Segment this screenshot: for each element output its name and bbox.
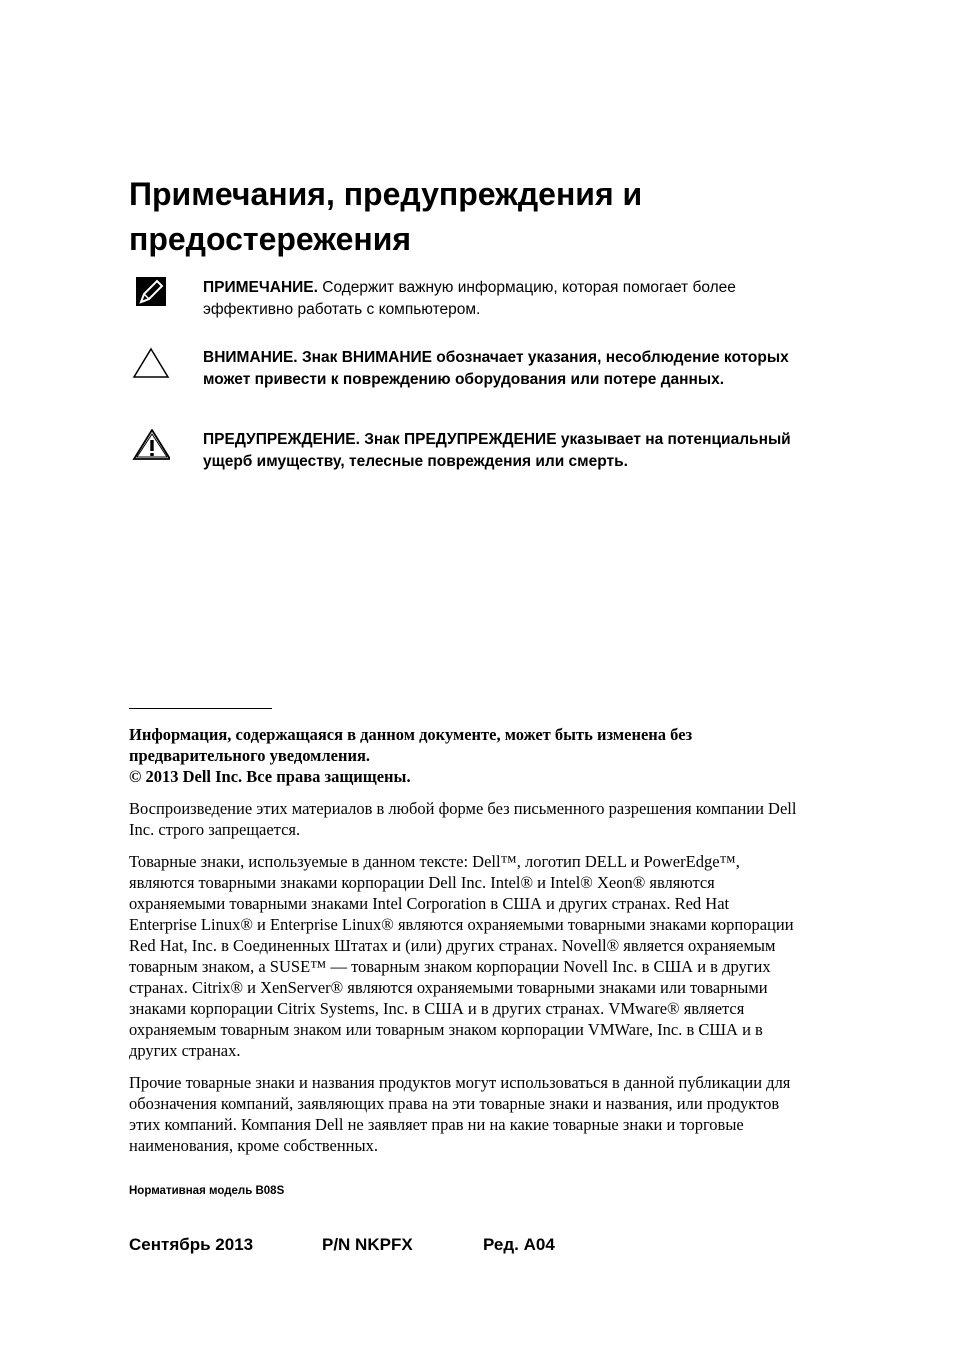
- warning-exclamation-icon: [130, 429, 170, 463]
- other-trademarks-notice: Прочие товарные знаки и названия продуктов могут использоваться в данной публикации для обозначения компаний, заявляющих права на эти товарные знаки и названия, или продуктов этих компаний. Компания Dell не заявляет прав ни на какие товарные знаки и торговые наименования, кроме собственных.: [129, 1073, 791, 1155]
- warning-body: Знак ПРЕДУПРЕЖДЕНИЕ указывает на потенциальный ущерб имуществу, телесные повреждения или смерть.: [203, 431, 791, 470]
- caution-label: ВНИМАНИЕ.: [203, 349, 298, 366]
- warning-label: ПРЕДУПРЕЖДЕНИЕ.: [203, 431, 360, 448]
- footer-date: Сентябрь 2013: [129, 1235, 254, 1254]
- footer-revision: Ред. A04: [483, 1235, 555, 1254]
- reproduction-notice: Воспроизведение этих материалов в любой форме без письменного разрешения компании Dell Inc. строго запрещается.: [129, 799, 797, 839]
- divider: [129, 708, 272, 709]
- copyright: © 2013 Dell Inc. Все права защищены.: [129, 767, 411, 786]
- caution-triangle-icon: [130, 347, 170, 381]
- regulatory-model: Нормативная модель B08S: [129, 1185, 285, 1197]
- note-label: ПРИМЕЧАНИЕ.: [203, 279, 318, 296]
- note-pencil-icon: [130, 277, 170, 311]
- footer-part-number: P/N NKPFX: [322, 1235, 413, 1254]
- caution-body: Знак ВНИМАНИЕ обозначает указания, несоблюдение которых может привести к повреждению оборудования или потере данных.: [203, 349, 789, 388]
- caution-text: [203, 347, 808, 390]
- trademarks-notice: Товарные знаки, используемые в данном тексте: Dell™, логотип DELL и PowerEdge™, являются товарными знаками корпорации Dell Inc. Intel® и Intel® Xeon® являются охраняемыми товарными знаками Intel Corporation в США и других странах. Red Hat Enterprise Linux® и Enterprise Linux® являются охраняемыми товарными знаками корпорации Red Hat, Inc. в Соединенных Штатах и (или) других странах. Novell® является охраняемым товарным знаком, а SUSE™ — товарным знаком корпорации Novell Inc. в США и в других странах. Citrix® и XenServer® являются охраняемыми товарными знаками или товарными знаками корпорации Citrix Systems, Inc. в США и в других странах. VMware® является охраняемым товарным знаком или товарным знаком корпорации VMWare, Inc. в США и в других странах.: [129, 852, 794, 1060]
- page-title: Примечания, предупреждения и предостережения: [129, 176, 643, 257]
- note-body: Содержит важную информацию, которая помогает более эффективно работать с компьютером.: [203, 279, 736, 318]
- note-text: [203, 277, 808, 320]
- warning-text: [203, 429, 808, 472]
- info-notice: Информация, содержащаяся в данном документе, может быть изменена без предварительного уведомления.: [129, 725, 693, 765]
